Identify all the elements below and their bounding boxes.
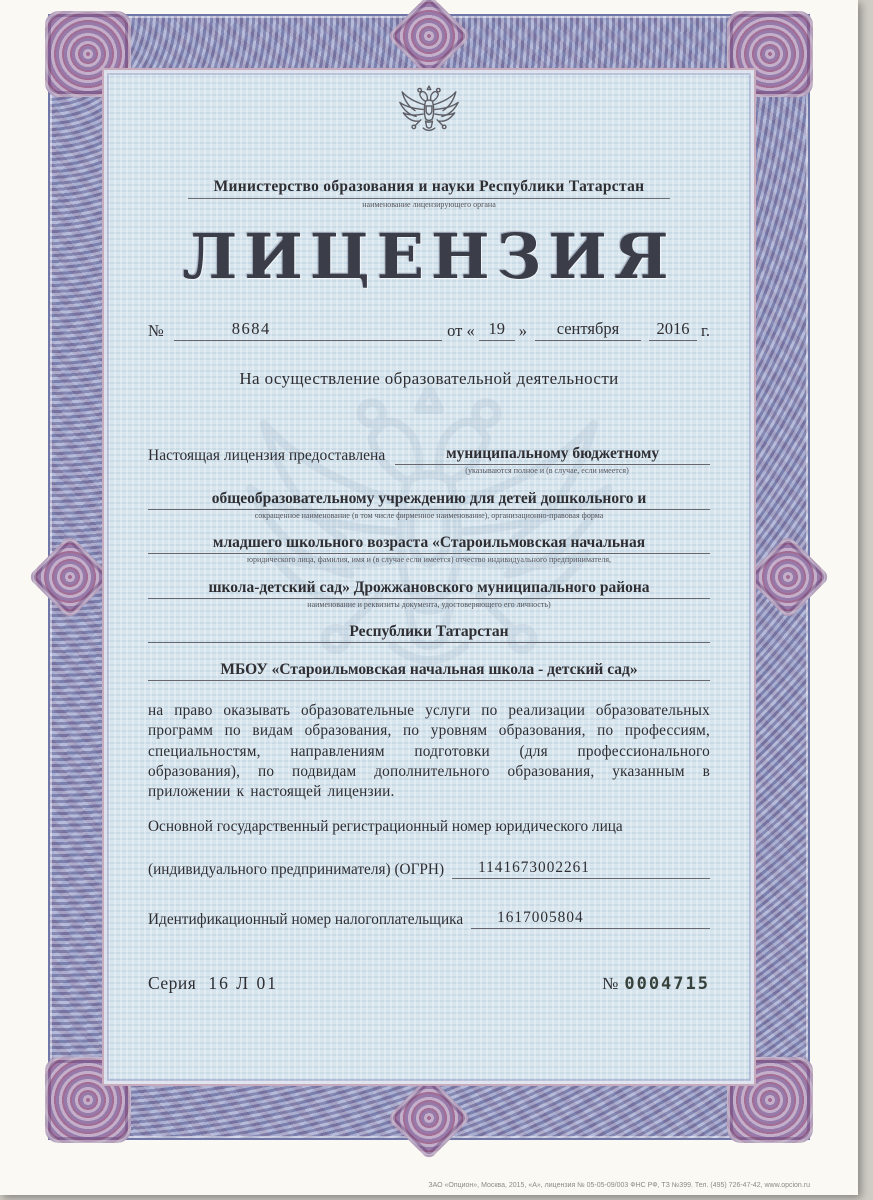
date-close-quote: » xyxy=(518,321,527,341)
ogrn-row xyxy=(148,859,710,879)
edge-medallion-icon xyxy=(387,0,472,78)
license-number-value: 8684 xyxy=(231,319,271,339)
licensee-intro-label: Настоящая лицензия предоставлена xyxy=(148,447,386,465)
ministry-name: Министерство образования и науки Республики Татарстан xyxy=(188,178,671,199)
licensee-line-value: школа-детский сад» Дрожжановского муниципального района xyxy=(148,579,710,599)
licensee-line-value: муниципальному бюджетному xyxy=(395,445,710,465)
licensee-line-caption: наименование и реквизиты документа, удостоверяющего его личность) xyxy=(307,599,551,609)
licensee-short-name: МБОУ «Староильмовская начальная школа - детский сад» xyxy=(148,661,710,681)
licensee-line-value: Республики Татарстан xyxy=(148,623,710,643)
license-subject: На осуществление образовательной деятельности xyxy=(239,369,619,389)
licensee-line-value: общеобразовательному учреждению для детей дошкольного и xyxy=(148,490,710,510)
inn-label: Идентификационный номер налогоплательщика xyxy=(148,910,464,928)
ogrn-label: (индивидуального предпринимателя) (ОГРН) xyxy=(148,860,445,878)
licensing-authority xyxy=(148,178,710,210)
edge-medallion-icon xyxy=(387,1076,472,1161)
license-number-line xyxy=(174,319,442,341)
licensee-line-caption: (указываются полное и (в случае, если имеется) xyxy=(465,466,629,476)
certificate-field xyxy=(102,68,756,1086)
edge-medallion-icon xyxy=(746,535,831,620)
licensee-line xyxy=(148,623,710,643)
ogrn-heading: Основной государственный регистрационный номер юридического лица xyxy=(148,817,623,835)
licensee-line-caption: юридического лица, фамилия, имя и (в случае если имеется) отчество индивидуального предпринимателя, xyxy=(246,555,612,565)
licensee-line-caption: сокращенное наименование (в том числе фирменное наименование), организационно-правовая форма xyxy=(254,510,604,520)
date-day: 19 xyxy=(479,319,515,341)
ornamental-border xyxy=(48,14,810,1140)
number-label: № xyxy=(148,321,164,341)
serial-label: № xyxy=(602,973,619,993)
printing-house-footer: ЗАО «Опцион», Москва, 2015, «А», лицензия № 05-05-09/003 ФНС РФ, ТЗ №399. Тел. (495) 726-47-42, www.opcion.ru xyxy=(428,1182,810,1189)
date-suffix: г. xyxy=(700,321,710,341)
inn-value: 1617005804 xyxy=(497,908,584,926)
licensee-line xyxy=(148,534,710,565)
license-title: ЛИЦЕНЗИЯ xyxy=(182,220,676,294)
coat-of-arms-icon xyxy=(394,80,464,154)
date-year: 2016 xyxy=(649,319,697,341)
licensee-line xyxy=(148,661,710,681)
series-label: Серия xyxy=(148,972,197,993)
ogrn-value: 1141673002261 xyxy=(478,858,590,876)
serial-number: 0004715 xyxy=(624,973,710,994)
edge-medallion-icon xyxy=(28,535,113,620)
date-prefix: от « xyxy=(447,321,475,341)
series-value: 16 Л 01 xyxy=(208,972,278,993)
series-block xyxy=(148,973,278,994)
ministry-caption: наименование лицензирующего органа xyxy=(362,200,496,209)
licensee-intro-row xyxy=(148,445,710,465)
inn-row xyxy=(148,909,710,929)
inn-line xyxy=(471,909,710,929)
serial-block xyxy=(602,974,710,994)
licensee-section xyxy=(148,445,710,681)
ogrn-line xyxy=(452,859,710,879)
certificate-content xyxy=(148,80,710,1086)
licensee-line xyxy=(148,490,710,521)
licensee-line-value: младшего школьного возраста «Староильмовская начальная xyxy=(148,534,710,554)
date-month: сентября xyxy=(535,319,641,341)
licensee-line xyxy=(148,579,710,610)
series-serial-row xyxy=(148,973,710,994)
rights-paragraph: на право оказывать образовательные услуги по реализации образовательных программ по видам образования, по уровням образования, по профессиям, специальностям, направлениям подготовки (для профессионального образования), по подвидам дополнительного образования, указанным в приложении к настоящей лицензии. xyxy=(148,701,710,801)
license-number-and-date-row xyxy=(148,319,710,341)
